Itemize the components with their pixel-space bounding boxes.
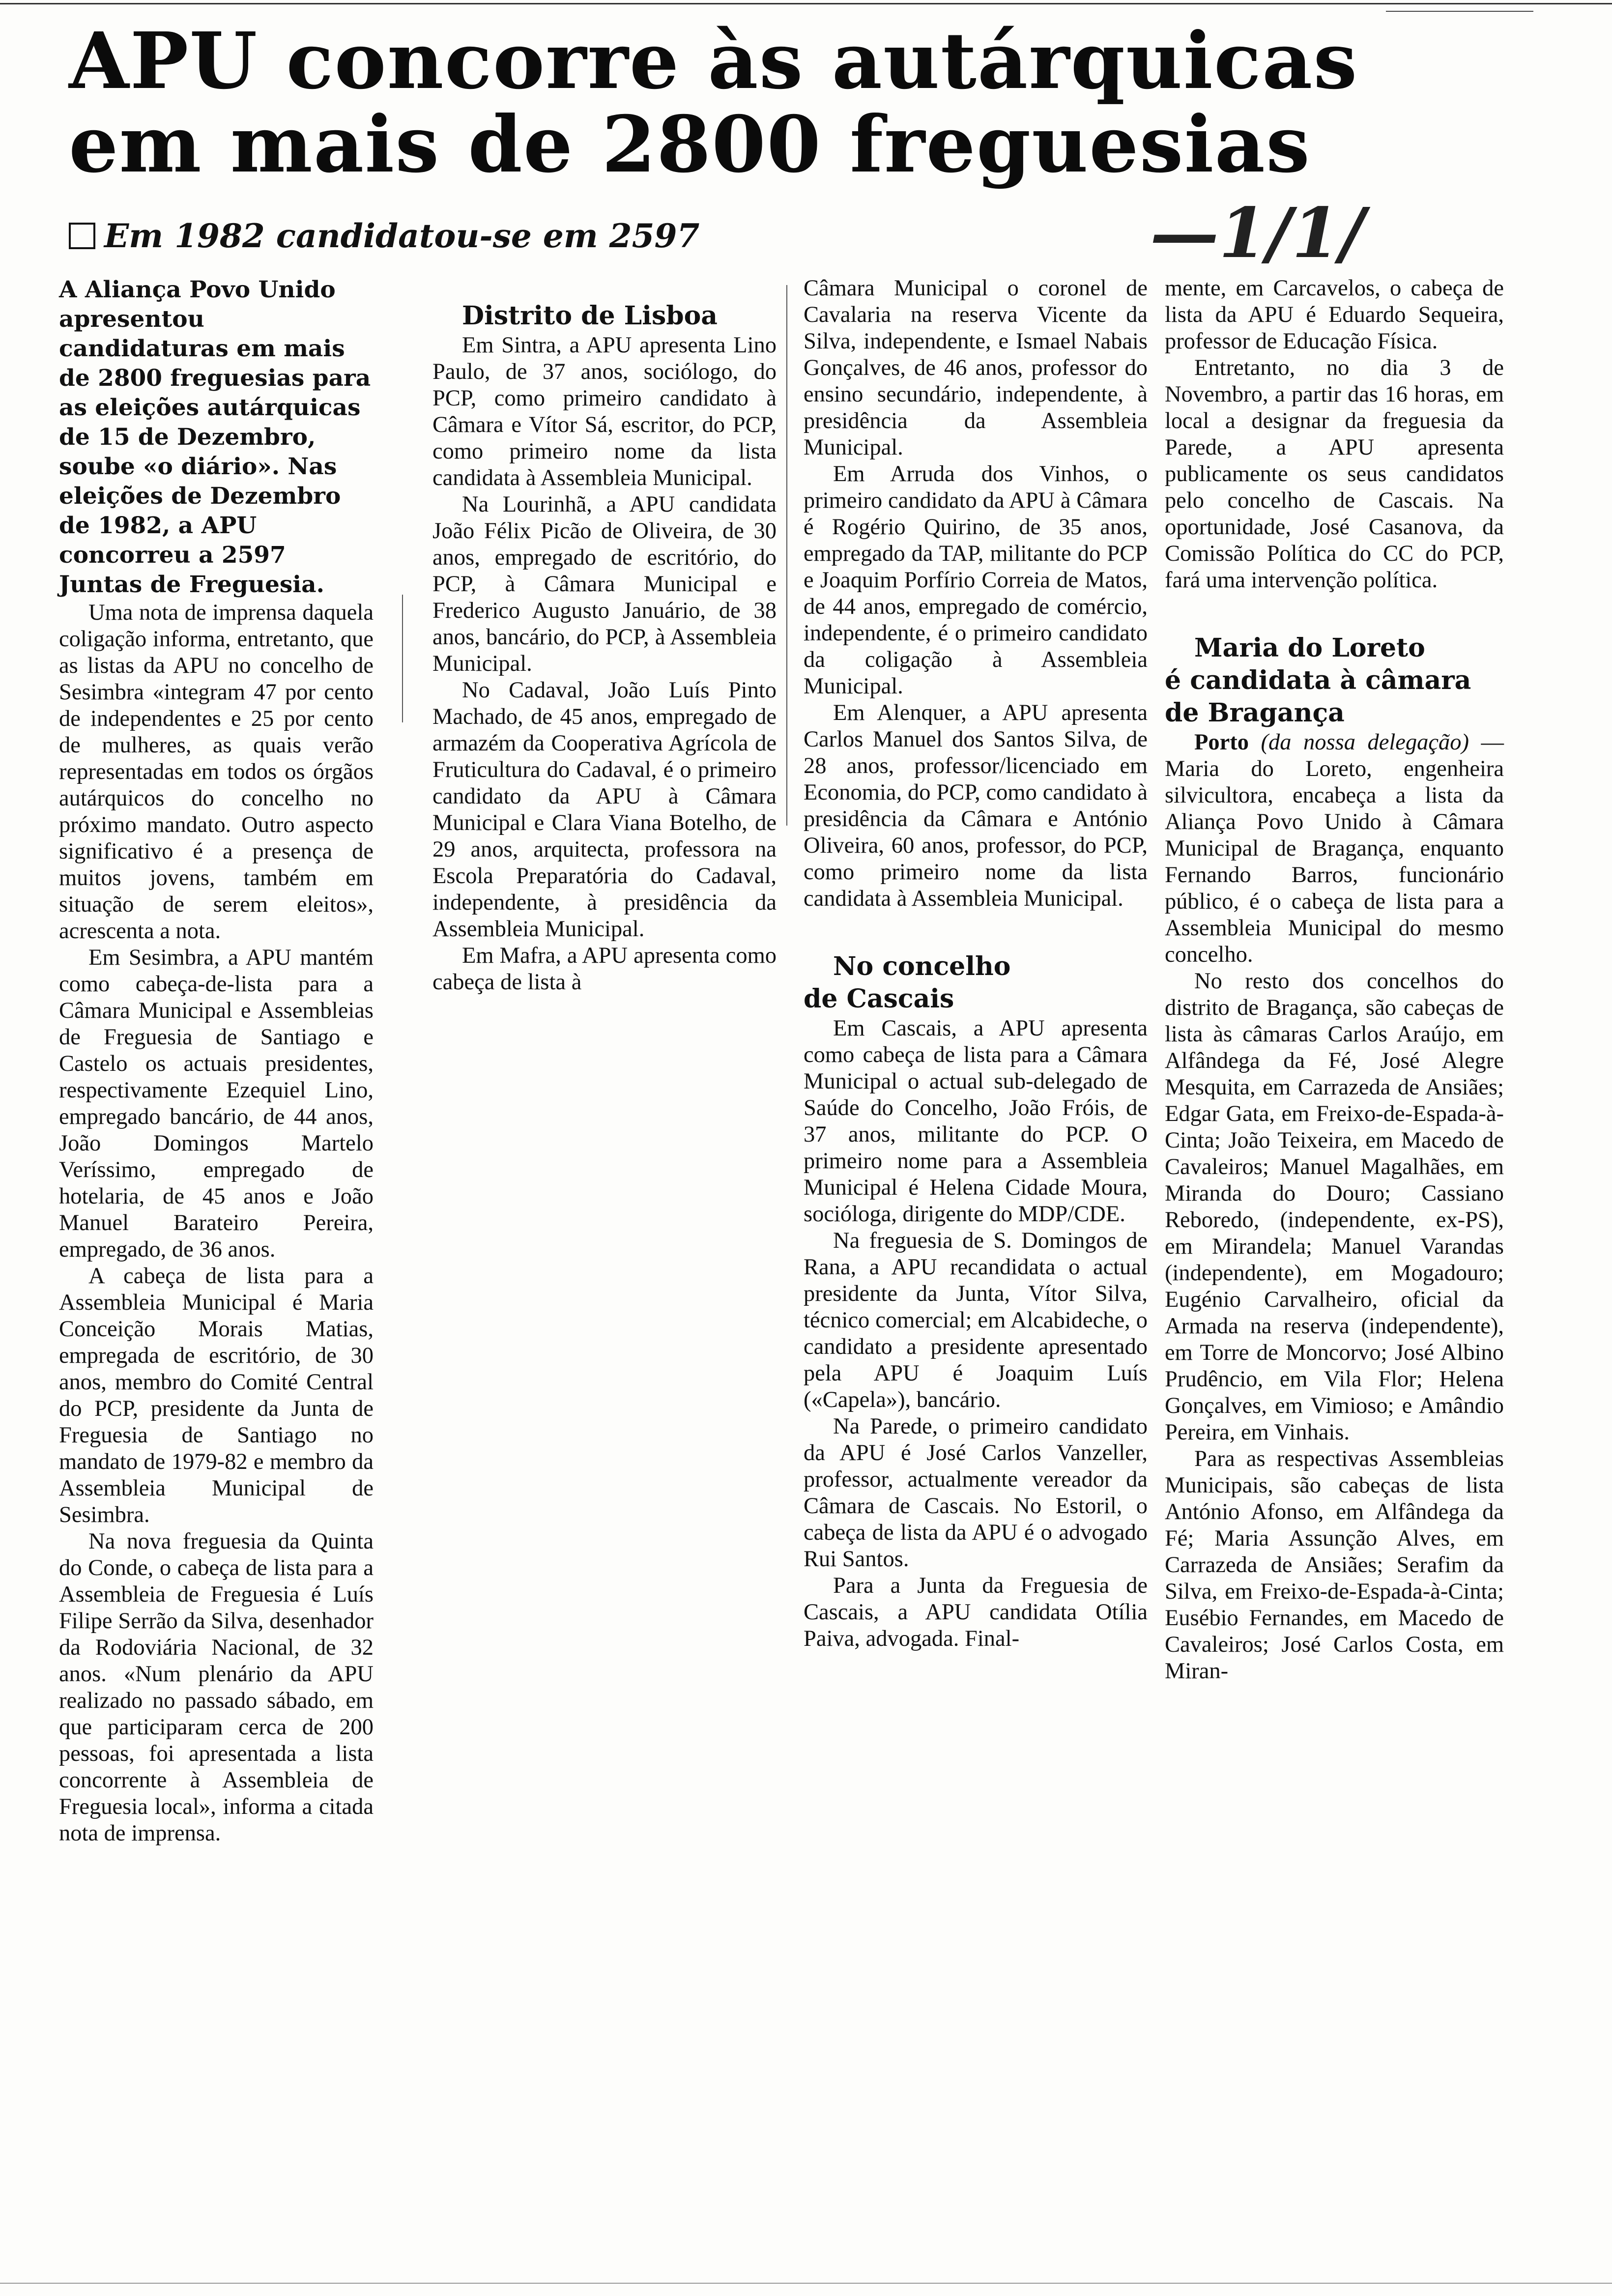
paragraph: mente, em Carcavelos, o cabeça de lista da APU é Eduardo Sequeira, professor de Educação Física. (1165, 276, 1504, 354)
paragraph: No Cadaval, João Luís Pinto Machado, de 45 anos, empregado de armazém da Cooperativa Agrícola de Fruticultura do Cadaval, é o primeiro candidato da APU à Câmara Municipal e Clara Viana Botelho, de 29 anos, arquitecta, professora na Escola Preparatória do Cadaval, independente, à presidência da Assembleia Municipal. (432, 678, 777, 942)
paragraph: Na Lourinhã, a APU candidata João Félix Picão de Oliveira, de 30 anos, empregado de escritório, do PCP, à Câmara Municipal e Frederico Augusto Januário, de 38 anos, bancário, do PCP, à Assembleia Municipal. (432, 492, 777, 676)
paragraph: Para as respectivas Assembleias Municipais, são cabeças de lista António Afonso, em Alfândega da Fé; Maria Assunção Alves, em Carrazeda de Ansiães; Serafim da Silva, em Freixo-de-Espada-à-Cinta; Eusébio Fernandes, em Macedo de Cavaleiros; José Carlos Costa, em Miran- (1165, 1446, 1504, 1684)
top-rule-right (1386, 11, 1533, 12)
paragraph: Uma nota de imprensa daquela coligação informa, entretanto, que as listas da APU no concelho de Sesimbra «integram 47 por cento de independentes e 25 por cento de mulheres, as quais verão representadas em todos os órgãos autárquicos do concelho no próximo mandato. Outro aspecto significativo é a presença de muitos jovens, também em situação de serem eleitos», acrescenta a nota. (59, 600, 374, 944)
paragraph: Em Alenquer, a APU apresenta Carlos Manuel dos Santos Silva, de 28 anos, professor/licenciado em Economia, do PCP, como candidato à presidência da Câmara e António Oliveira, 60 anos, professor, do PCP, como primeiro nome da lista candidata à Assembleia Municipal. (804, 700, 1148, 911)
paragraph: Em Sintra, a APU apresenta Lino Paulo, de 37 anos, sociólogo, do PCP, como primeiro candidato à Câmara e Vítor Sá, escritor, do PCP, como primeiro nome da lista candidata à Assembleia Municipal. (432, 333, 777, 490)
heading-line: No concelho (833, 951, 1011, 981)
top-rule (0, 3, 1612, 4)
heading-line: de Bragança (1165, 698, 1345, 728)
column-1 (59, 275, 374, 1847)
section-heading-braganca (1165, 632, 1504, 729)
section-heading-cascais (804, 950, 1148, 1015)
paragraph: Câmara Municipal o coronel de Cavalaria na reserva Vicente da Silva, independente, e Ismael Nabais Gonçalves, de 46 anos, professor do ensino secundário, independente, à presidência da Assembleia Municipal. (804, 276, 1148, 460)
paragraph: Em Sesimbra, a APU mantém como cabeça-de-lista para a Câmara Municipal e Assembleias de Freguesia de Santiago e Castelo os actuais presidentes, respectivamente Ezequiel Lino, empregado bancário, de 44 anos, João Domingos Martelo Veríssimo, empregado de hotelaria, de 45 anos e João Manuel Barateiro Pereira, empregado, de 36 anos. (59, 945, 374, 1262)
paragraph: Para a Junta da Freguesia de Cascais, a APU candidata Otília Paiva, advogada. Final- (804, 1573, 1148, 1651)
paragraph: Em Arruda dos Vinhos, o primeiro candidato da APU à Câmara é Rogério Quirino, de 35 anos, empregado da TAP, militante do PCP e Joaquim Porfírio Correia de Matos, de 44 anos, empregado de comércio, independente, é o primeiro candidato da coligação à Assembleia Municipal. (804, 461, 1148, 699)
headline (69, 16, 1494, 190)
paragraph: A cabeça de lista para a Assembleia Municipal é Maria Conceição Morais Matias, empregada de escritório, de 30 anos, membro do Comité Central do PCP, presidente da Junta de Freguesia de Santiago no mandato de 1979-82 e membro da Assembleia Municipal de Sesimbra. (59, 1263, 374, 1527)
paragraph-text: — Maria do Loreto, engenheira silvicultora, encabeça a lista da Aliança Povo Unido à Câmara Municipal de Bragança, enquanto Fernando Barros, funcionário público, é o cabeça de lista para a Assembleia Municipal do mesmo concelho. (1165, 730, 1504, 967)
square-bullet-icon (69, 223, 95, 249)
column-divider (402, 595, 403, 722)
paragraph: Na freguesia de S. Domingos de Rana, a APU recandidata o actual presidente da Junta, Vítor Silva, técnico comercial; em Alcabideche, o candidato a presidente apresentado pela APU é Joaquim Luís («Capela»), bancário. (804, 1228, 1148, 1412)
lead-paragraph: A Aliança Povo Unido apresentou candidaturas em mais de 2800 freguesias para as eleições autárquicas de 15 de Dezembro, soube «o diário». Nas eleições de Dezembro de 1982, a APU concorreu a 2597 Juntas de Freguesia. (59, 276, 371, 598)
subheadline-text: Em 1982 candidatou-se em 2597 (104, 217, 700, 255)
handwritten-mark: —1/1/ (1150, 193, 1365, 274)
section-heading-lisboa: Distrito de Lisboa (462, 301, 718, 331)
paragraph: No resto dos concelhos do distrito de Bragança, são cabeças de lista às câmaras Carlos Araújo, em Alfândega da Fé, José Alegre Mesquita, em Carrazeda de Ansiães; Edgar Gata, em Freixo-de-Espada-à-Cinta; João Teixeira, em Macedo de Cavaleiros; Manuel Magalhães, em Miranda do Douro; Cassiano Reboredo, (independente, ex-PS), em Mirandela; Manuel Varandas (independente), em Mogadouro; Eugénio Carvalheiro, oficial da Armada na reserva (independente), em Torre de Moncorvo; José Albino Prudêncio, em Vila Flor; Helena Gonçalves, em Vimioso; e Amândio Pereira, em Vinhais. (1165, 969, 1504, 1445)
heading-line: Maria do Loreto (1194, 633, 1425, 663)
subheadline (69, 216, 757, 256)
paragraph: Em Cascais, a APU apresenta como cabeça de lista para a Câmara Municipal o actual sub-delegado de Saúde do Concelho, João Fróis, de 37 anos, militante do PCP. O primeiro nome para a Assembleia Municipal é Helena Cidade Moura, socióloga, dirigente do MDP/CDE. (804, 1016, 1148, 1227)
column-2 (432, 300, 777, 996)
paragraph: Na nova freguesia da Quinta do Conde, o cabeça de lista para a Assembleia de Freguesia é Luís Filipe Serrão da Silva, desenhador da Rodoviária Nacional, de 32 anos. «Num plenário da APU realizado no passado sábado, em que participaram cerca de 200 pessoas, foi apresentada a lista concorrente à Assembleia de Freguesia local», informa a citada nota de imprensa. (59, 1529, 374, 1846)
headline-line-2: em mais de 2800 freguesias (69, 99, 1311, 190)
dateline-place: Porto (1194, 730, 1249, 755)
heading-line: de Cascais (804, 984, 954, 1014)
paragraph: Na Parede, o primeiro candidato da APU é José Carlos Vanzeller, professor, actualmente vereador da Câmara de Cascais. No Estoril, o cabeça de lista da APU é o advogado Rui Santos. (804, 1414, 1148, 1572)
dateline-note: (da nossa delegação) (1261, 730, 1469, 755)
headline-line-1: APU concorre às autárquicas (69, 16, 1358, 107)
column-divider (786, 285, 787, 826)
dateline-paragraph (1165, 729, 1504, 968)
heading-line: é candidata à câmara (1165, 665, 1471, 695)
bottom-rule (0, 2283, 1612, 2284)
column-4 (1165, 275, 1504, 1685)
paragraph: Entretanto, no dia 3 de Novembro, a partir das 16 horas, em local a designar da freguesia da Parede, a APU apresenta publicamente os seus candidatos pelo concelho de Cascais. Na oportunidade, José Casanova, da Comissão Política do CC do PCP, fará uma intervenção política. (1165, 355, 1504, 593)
paragraph: Em Mafra, a APU apresenta como cabeça de lista à (432, 943, 777, 995)
column-3 (804, 275, 1148, 1652)
